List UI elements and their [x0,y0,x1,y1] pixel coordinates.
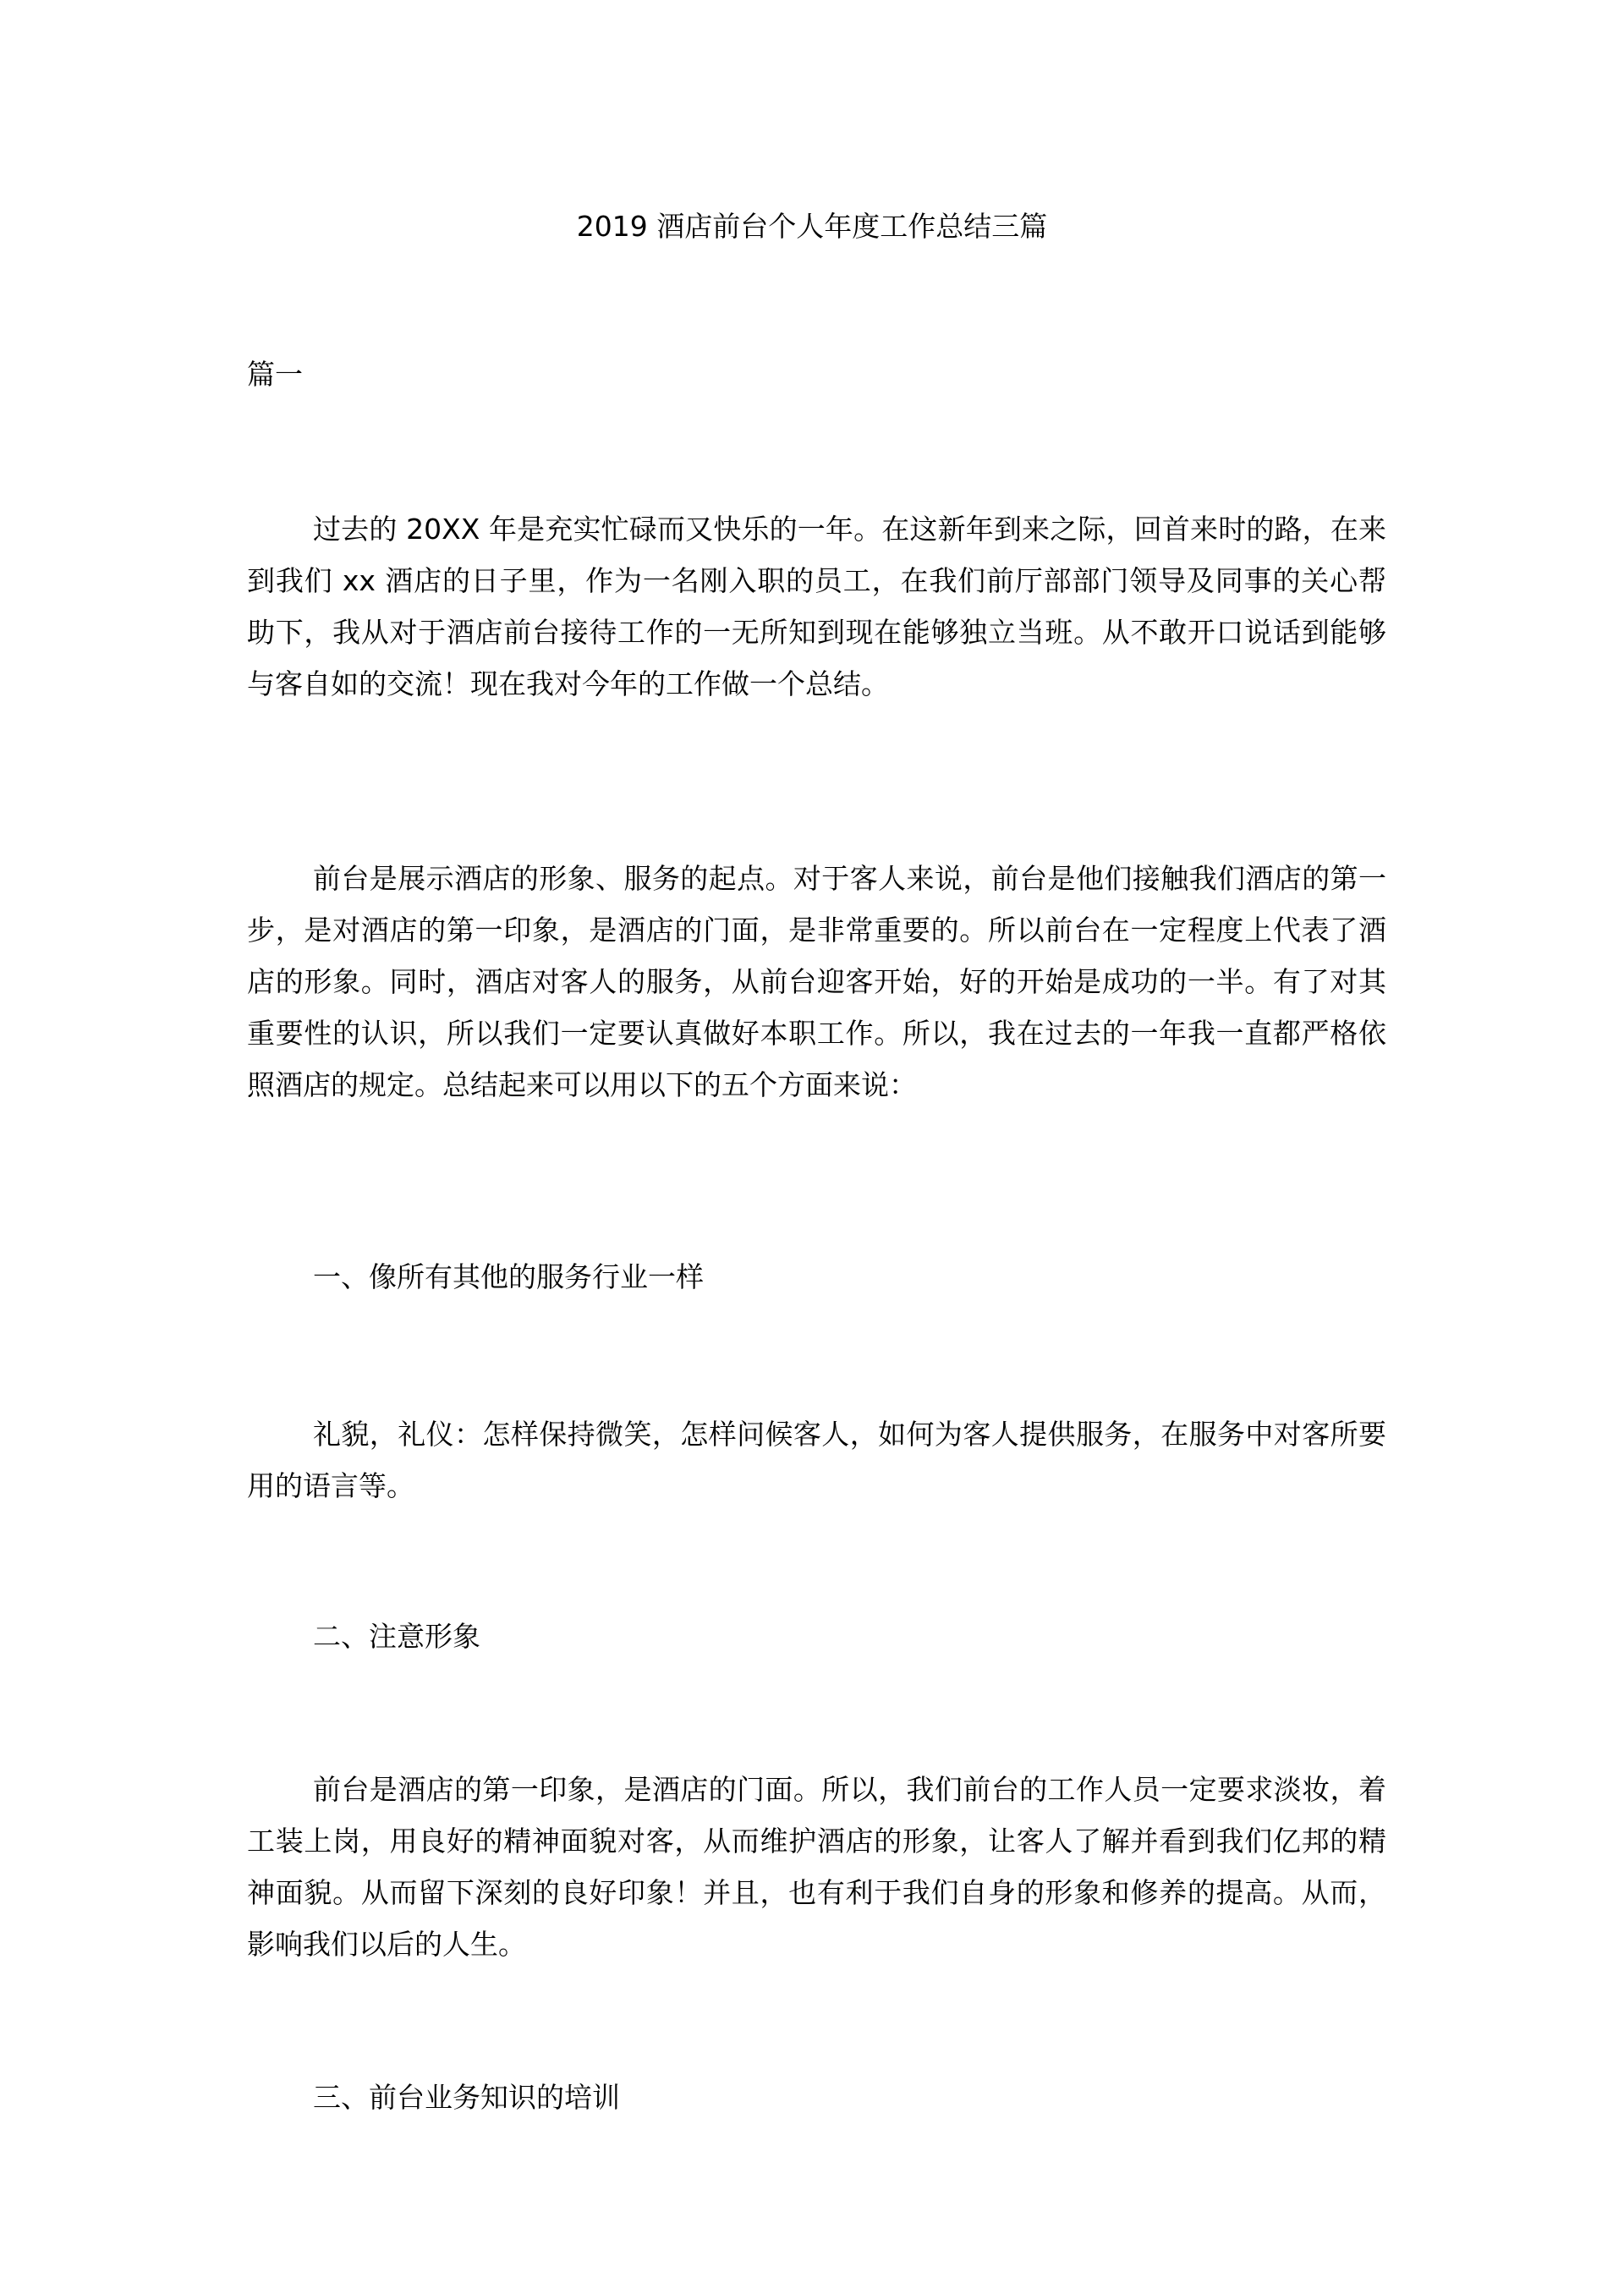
section-label: 篇一 [247,358,303,391]
paragraph-intro: 过去的 20XX 年是充实忙碌而又快乐的一年。在这新年到来之际，回首来时的路，在来到我们 xx 酒店的日子里，作为一名刚入职的员工，在我们前厅部部门领导及同事的关心帮助下，我从对于酒店前台接待工作的一无所知到现在能够独立当班。从不敢开口说话到能够与客自如的交流！现在我对今年的工作做一个总结。 [247,513,1386,700]
paragraph-front-desk-role: 前台是展示酒店的形象、服务的起点。对于客人来说，前台是他们接触我们酒店的第一步，是对酒店的第一印象，是酒店的门面，是非常重要的。所以前台在一定程度上代表了酒店的形象。同时，酒店对客人的服务，从前台迎客开始，好的开始是成功的一半。有了对其重要性的认识，所以我们一定要认真做好本职工作。所以，我在过去的一年我一直都严格依照酒店的规定。总结起来可以用以下的五个方面来说： [247,862,1386,1101]
paragraph-appearance: 前台是酒店的第一印象，是酒店的门面。所以，我们前台的工作人员一定要求淡妆，着工装上岗，用良好的精神面貌对客，从而维护酒店的形象，让客人了解并看到我们亿邦的精神面貌。从而留下深刻的良好印象！并且，也有利于我们自身的形象和修养的提高。从而，影响我们以后的人生。 [247,1773,1386,1961]
heading-appearance: 二、注意形象 [313,1620,480,1653]
heading-training: 三、前台业务知识的培训 [313,2081,620,2114]
paragraph-etiquette: 礼貌，礼仪：怎样保持微笑，怎样问候客人，如何为客人提供服务，在服务中对客所要用的语言等。 [247,1418,1386,1502]
document-title: 2019 酒店前台个人年度工作总结三篇 [576,210,1048,243]
heading-service-industry: 一、像所有其他的服务行业一样 [313,1260,704,1293]
